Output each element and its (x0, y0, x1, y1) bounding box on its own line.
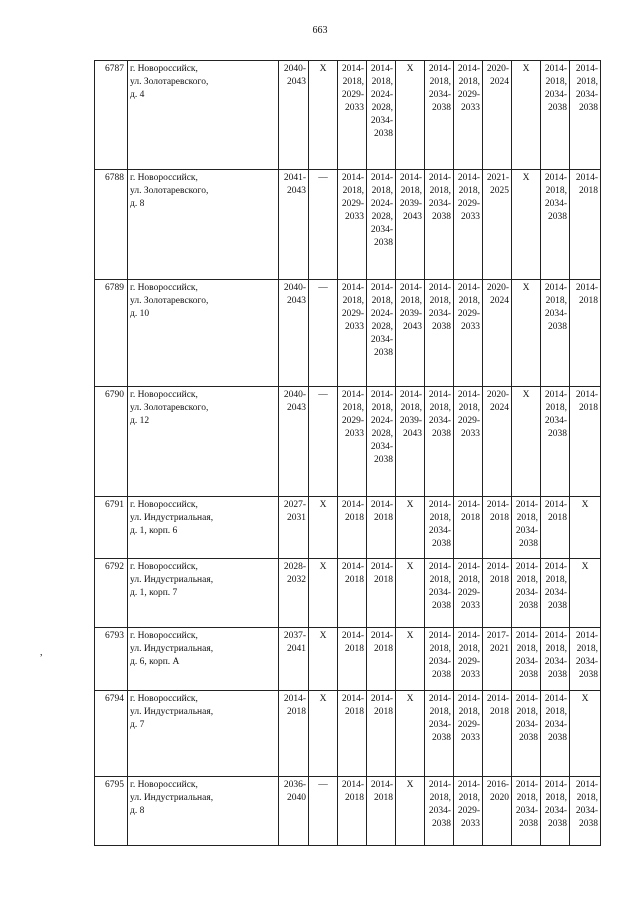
period-cell: 2014- 2018, 2034- 2038 (512, 559, 541, 628)
address-line: д. 8 (130, 806, 145, 816)
period-cell: 2014- 2018, 2034- 2038 (425, 559, 454, 628)
period-cell: 2014- 2018 (367, 497, 396, 559)
table-row (95, 777, 601, 846)
row-number: 6795 (95, 777, 128, 846)
address-line: г. Новороссийск, (130, 390, 198, 400)
address-line: г. Новороссийск, (130, 283, 198, 293)
address-cell (128, 777, 279, 846)
period-cell: 2014- 2018 (570, 170, 601, 280)
period-cell: 2014- 2018 (570, 280, 601, 387)
period-cell: 2014- 2018 (367, 559, 396, 628)
row-number: 6794 (95, 691, 128, 777)
period-cell: 2014- 2018, 2034- 2038 (512, 497, 541, 559)
address-line: д. 1, корп. 7 (130, 588, 178, 598)
period-cell: 2014- 2018, 2024- 2028, 2034- 2038 (367, 170, 396, 280)
address-line: д. 6, корп. А (130, 657, 180, 667)
period-cell: 2014- 2018, 2029- 2033 (338, 387, 367, 497)
period-cell: 2014- 2018 (338, 497, 367, 559)
period-cell: 2014- 2018, 2029- 2033 (338, 61, 367, 170)
period-cell: X (396, 691, 425, 777)
address-line: ул. Индустриальная, (130, 575, 214, 585)
period-cell: X (396, 61, 425, 170)
period-cell: — (309, 777, 338, 846)
period-cell: 2014- 2018, 2034- 2038 (425, 777, 454, 846)
page-number: 663 (312, 25, 328, 36)
period-cell: 2014- 2018, 2039- 2043 (396, 387, 425, 497)
period-cell: 2014- 2018, 2034- 2038 (512, 628, 541, 691)
period-cell: 2014- 2018, 2034- 2038 (541, 387, 570, 497)
table-row (95, 387, 601, 497)
period-cell: 2014- 2018, 2034- 2038 (425, 497, 454, 559)
row-number: 6791 (95, 497, 128, 559)
period-cell: 2040- 2043 (279, 280, 309, 387)
address-line: г. Новороссийск, (130, 562, 198, 572)
period-cell: 2014- 2018, 2029- 2033 (454, 691, 483, 777)
period-cell: X (396, 559, 425, 628)
period-cell: 2028- 2032 (279, 559, 309, 628)
period-cell: — (309, 387, 338, 497)
period-cell: 2014- 2018 (338, 628, 367, 691)
period-cell: 2037- 2041 (279, 628, 309, 691)
period-cell: 2014- 2018, 2039- 2043 (396, 170, 425, 280)
period-cell: 2014- 2018 (570, 387, 601, 497)
address-cell (128, 497, 279, 559)
period-cell: 2021- 2025 (483, 170, 512, 280)
table-row (95, 61, 601, 170)
period-cell: 2014- 2018 (367, 628, 396, 691)
period-cell: 2014- 2018, 2029- 2033 (454, 280, 483, 387)
address-line: ул. Золотаревского, (130, 186, 209, 196)
period-cell: X (512, 280, 541, 387)
period-cell: 2014- 2018, 2029- 2033 (454, 170, 483, 280)
address-line: ул. Золотаревского, (130, 296, 209, 306)
period-cell: 2014- 2018, 2034- 2038 (425, 61, 454, 170)
row-number: 6787 (95, 61, 128, 170)
address-cell (128, 628, 279, 691)
period-cell: X (512, 387, 541, 497)
table-row (95, 497, 601, 559)
period-cell: X (396, 497, 425, 559)
period-cell: 2014- 2018, 2034- 2038 (541, 628, 570, 691)
period-cell: 2014- 2018, 2034- 2038 (425, 280, 454, 387)
period-cell: 2014- 2018, 2029- 2033 (454, 559, 483, 628)
table-row (95, 691, 601, 777)
period-cell: X (570, 559, 601, 628)
period-cell: 2014- 2018, 2034- 2038 (541, 559, 570, 628)
period-cell: X (309, 691, 338, 777)
period-cell: 2014- 2018 (483, 691, 512, 777)
period-cell: 2014- 2018, 2034- 2038 (570, 628, 601, 691)
address-line: ул. Индустриальная, (130, 793, 214, 803)
address-line: г. Новороссийск, (130, 631, 198, 641)
period-cell: 2014- 2018 (541, 497, 570, 559)
period-cell: 2014- 2018, 2029- 2033 (454, 777, 483, 846)
address-line: д. 1, корп. 6 (130, 526, 178, 536)
period-cell: X (570, 497, 601, 559)
address-line: г. Новороссийск, (130, 173, 198, 183)
period-cell: 2027- 2031 (279, 497, 309, 559)
period-cell: 2014- 2018 (367, 691, 396, 777)
address-cell (128, 387, 279, 497)
table-row (95, 170, 601, 280)
address-line: ул. Индустриальная, (130, 644, 214, 654)
row-number: 6793 (95, 628, 128, 691)
period-cell: X (309, 497, 338, 559)
period-cell: 2040- 2043 (279, 61, 309, 170)
period-cell: 2014- 2018, 2034- 2038 (541, 280, 570, 387)
address-line: д. 4 (130, 90, 145, 100)
period-cell: 2014- 2018, 2034- 2038 (512, 777, 541, 846)
address-line: ул. Золотаревского, (130, 403, 209, 413)
period-cell: 2014- 2018 (279, 691, 309, 777)
period-cell: X (396, 628, 425, 691)
address-cell (128, 691, 279, 777)
period-cell: 2014- 2018, 2029- 2033 (338, 280, 367, 387)
address-line: ул. Золотаревского, (130, 77, 209, 87)
period-cell: 2014- 2018, 2029- 2033 (454, 61, 483, 170)
period-cell: 2014- 2018, 2034- 2038 (541, 691, 570, 777)
period-cell: X (512, 170, 541, 280)
address-line: г. Новороссийск, (130, 780, 198, 790)
period-cell: X (396, 777, 425, 846)
margin-mark: , (40, 647, 43, 658)
address-cell (128, 280, 279, 387)
period-cell: 2016- 2020 (483, 777, 512, 846)
period-cell: 2014- 2018, 2034- 2038 (512, 691, 541, 777)
period-cell: 2014- 2018, 2029- 2033 (454, 628, 483, 691)
period-cell: 2014- 2018, 2034- 2038 (425, 387, 454, 497)
period-cell: 2014- 2018, 2034- 2038 (425, 628, 454, 691)
period-cell: 2014- 2018 (483, 559, 512, 628)
period-cell: X (309, 559, 338, 628)
period-cell: 2014- 2018, 2034- 2038 (541, 61, 570, 170)
address-line: д. 10 (130, 309, 150, 319)
period-cell: X (570, 691, 601, 777)
period-cell: X (512, 61, 541, 170)
period-cell: X (309, 61, 338, 170)
period-cell: 2014- 2018, 2034- 2038 (541, 170, 570, 280)
period-cell: 2020- 2024 (483, 61, 512, 170)
address-line: г. Новороссийск, (130, 64, 198, 74)
period-cell: 2014- 2018, 2029- 2033 (338, 170, 367, 280)
period-cell: 2014- 2018 (454, 497, 483, 559)
period-cell: 2014- 2018, 2034- 2038 (570, 61, 601, 170)
period-cell: 2020- 2024 (483, 280, 512, 387)
address-cell (128, 559, 279, 628)
period-cell: 2036- 2040 (279, 777, 309, 846)
row-number: 6790 (95, 387, 128, 497)
period-cell: — (309, 170, 338, 280)
period-cell: 2014- 2018 (483, 497, 512, 559)
period-cell: 2014- 2018, 2034- 2038 (570, 777, 601, 846)
address-line: д. 12 (130, 416, 150, 426)
period-cell: 2014- 2018, 2024- 2028, 2034- 2038 (367, 61, 396, 170)
address-line: д. 8 (130, 199, 145, 209)
period-cell: 2040- 2043 (279, 387, 309, 497)
period-cell: 2014- 2018, 2039- 2043 (396, 280, 425, 387)
period-cell: 2014- 2018, 2029- 2033 (454, 387, 483, 497)
period-cell: 2014- 2018 (338, 777, 367, 846)
register-table (94, 60, 601, 846)
period-cell: 2041- 2043 (279, 170, 309, 280)
period-cell: — (309, 280, 338, 387)
address-line: г. Новороссийск, (130, 694, 198, 704)
table-row (95, 628, 601, 691)
table-row (95, 559, 601, 628)
address-line: г. Новороссийск, (130, 500, 198, 510)
period-cell: 2017- 2021 (483, 628, 512, 691)
row-number: 6792 (95, 559, 128, 628)
period-cell: 2014- 2018 (338, 691, 367, 777)
row-number: 6788 (95, 170, 128, 280)
period-cell: 2014- 2018, 2034- 2038 (425, 691, 454, 777)
row-number: 6789 (95, 280, 128, 387)
period-cell: 2014- 2018 (367, 777, 396, 846)
address-cell (128, 170, 279, 280)
address-cell (128, 61, 279, 170)
period-cell: 2014- 2018, 2024- 2028, 2034- 2038 (367, 280, 396, 387)
table-row (95, 280, 601, 387)
address-line: ул. Индустриальная, (130, 707, 214, 717)
address-line: ул. Индустриальная, (130, 513, 214, 523)
address-line: д. 7 (130, 720, 145, 730)
period-cell: 2014- 2018, 2034- 2038 (425, 170, 454, 280)
period-cell: 2014- 2018, 2024- 2028, 2034- 2038 (367, 387, 396, 497)
period-cell: 2014- 2018 (338, 559, 367, 628)
period-cell: 2014- 2018, 2034- 2038 (541, 777, 570, 846)
period-cell: X (309, 628, 338, 691)
period-cell: 2020- 2024 (483, 387, 512, 497)
